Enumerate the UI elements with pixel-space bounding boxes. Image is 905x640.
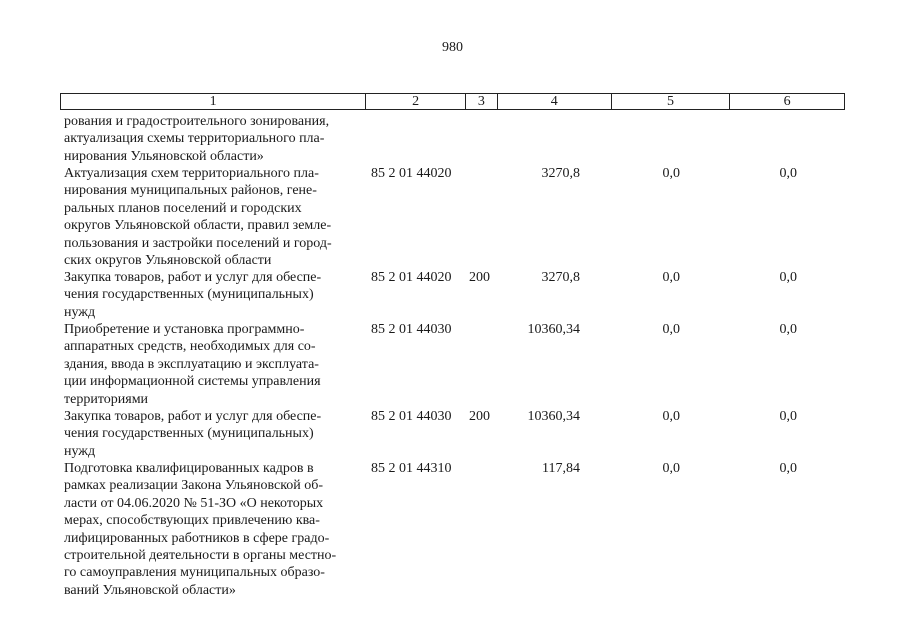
row-value-col6: 0,0 <box>779 166 797 181</box>
row-value-col4: 3270,8 <box>541 270 580 285</box>
row-value-col6: 0,0 <box>779 322 797 337</box>
row-expense-type: 200 <box>469 409 490 424</box>
row-value-col4: 117,84 <box>542 461 580 476</box>
header-col-1: 1 <box>61 94 366 109</box>
row-code: 85 2 01 44030 <box>371 409 452 424</box>
row-value-col6: 0,0 <box>779 409 797 424</box>
row-expense-type: 200 <box>469 270 490 285</box>
row-value-col4: 3270,8 <box>541 166 580 181</box>
header-col-6: 6 <box>783 94 791 109</box>
row-description: Закупка товаров, работ и услуг для обеспе- чения государственных (муниципальных) нужд <box>64 270 322 320</box>
row-value-col5: 0,0 <box>662 409 680 424</box>
row-code: 85 2 01 44310 <box>371 461 452 476</box>
row-value-col5: 0,0 <box>662 322 680 337</box>
page-number: 980 <box>442 40 463 55</box>
header-col-2: 2 <box>366 94 466 109</box>
row-code: 85 2 01 44030 <box>371 322 452 337</box>
row-value-col4: 10360,34 <box>527 322 580 337</box>
row-description: Актуализация схем территориального пла- нирования муниципальных районов, гене- ральных планов поселений и городских округов Ульяновской области, правил земле- пользования и застройки поселений и город- ских округов Ульяновской области <box>64 166 332 269</box>
continuation-text: рования и градостроительного зонирования, актуализация схемы территориального пла- нирования Ульяновской области» <box>64 114 330 164</box>
row-description: Приобретение и установка программно- аппаратных средств, необходимых для со- здания, ввода в эксплуатацию и эксплуата- ции информационной системы управления территориями <box>64 322 321 407</box>
row-value-col6: 0,0 <box>779 270 797 285</box>
row-value-col5: 0,0 <box>662 270 680 285</box>
row-value-col6: 0,0 <box>779 461 797 476</box>
header-col-4: 4 <box>498 94 612 109</box>
row-value-col5: 0,0 <box>662 461 680 476</box>
row-code: 85 2 01 44020 <box>371 166 452 181</box>
row-description: Закупка товаров, работ и услуг для обеспе- чения государственных (муниципальных) нужд <box>64 409 322 459</box>
header-col-3: 3 <box>466 94 498 109</box>
row-description: Подготовка квалифицированных кадров в рамках реализации Закона Ульяновской об- ласти от 04.06.2020 № 51-ЗО «О некоторых мерах, способствующих привлечению ква- лифицированных работников в сфере градо- строительной деятельности в органы местно- го самоуправления муниципальных образо- ваний Ульяновской области» <box>64 461 337 598</box>
row-value-col5: 0,0 <box>662 166 680 181</box>
row-value-col4: 10360,34 <box>527 409 580 424</box>
header-col-5: 5 <box>612 94 731 109</box>
row-code: 85 2 01 44020 <box>371 270 452 285</box>
